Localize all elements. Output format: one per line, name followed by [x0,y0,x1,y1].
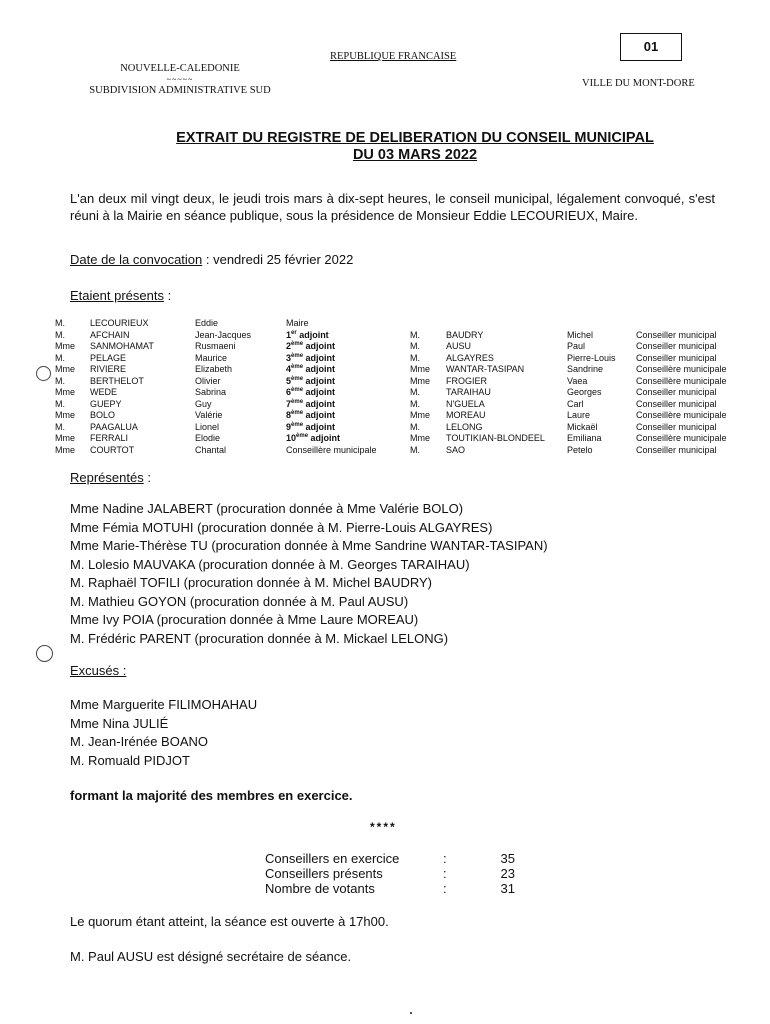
represente-item: Mme Nadine JALABERT (procuration donnée à Mme Valérie BOLO) [70,501,464,516]
fonction-ordinal: ème [291,387,304,393]
fonction-suffix: adjoint [303,387,336,397]
fonction-main: 2 [286,341,292,351]
fonction-suffix: adjoint [303,421,336,432]
member-firstname: Vaea [567,375,588,386]
member-name: COURTOT [90,444,135,455]
member-civilite: Mme [55,444,75,455]
stat-row [265,866,515,881]
member-firstname: Georges [567,387,602,397]
header-ornament: ~~~~~ [166,75,194,84]
represente-item: Mme Fémia MOTUHI (procuration donnée à M. Pierre-Louis ALGAYRES) [70,519,493,535]
member-fonction: Conseiller municipal [636,398,717,409]
representes-label-suffix: : [143,470,151,485]
member-firstname: Laure [567,410,591,420]
member-fonction: Conseillère municipale [636,433,727,443]
member-name: FERRALI [90,433,129,443]
fonction-ordinal: ème [291,421,304,428]
fonction-ordinal: ème [291,410,304,416]
fonction-ordinal: er [291,329,297,336]
stat-colon: : [443,851,447,866]
stat-label: Nombre de votants [265,881,375,896]
member-fonction: Conseillère municipale [636,375,727,386]
stat-row [265,881,515,896]
represente-item: Mme Marie-Thérèse TU (procuration donnée à Mme Sandrine WANTAR-TASIPAN) [70,538,548,553]
stat-value: 23 [500,866,515,881]
presents-left-nom-column [90,318,190,456]
presents-label: Etaient présents [70,288,164,303]
member-name: TARAIHAU [446,387,491,397]
fonction-main: 1 [286,329,292,340]
member-name: BERTHELOT [90,375,144,386]
member-fonction [286,387,396,399]
stats-block [265,851,515,896]
fonction-main: 9 [286,421,292,432]
fonction-ordinal: ème [291,398,304,405]
presents-heading [70,288,171,303]
member-civilite: M. [410,444,420,455]
member-name: ALGAYRES [446,352,494,363]
member-fonction [286,399,396,411]
convocation-line [70,252,353,267]
member-civilite: M. [55,329,65,340]
member-civilite: M. [55,352,65,363]
member-name: LELONG [446,421,483,432]
represente-item: M. Lolesio MAUVAKA (procuration donnée à M. Georges TARAIHAU) [70,556,470,572]
subdivision-name: SUBDIVISION ADMINISTRATIVE SUD [89,85,271,96]
member-firstname: Elizabeth [195,364,233,374]
stat-row [265,851,515,866]
member-civilite: M. [410,341,420,351]
presents-left-prenom-column [195,318,285,456]
fonction-ordinal: ème [291,352,304,359]
member-civilite: M. [55,398,65,409]
fonction-main: 3 [286,352,292,363]
member-name: N'GUELA [446,398,485,409]
fonction-suffix: adjoint [303,341,336,351]
punch-hole-mark [36,366,51,381]
fonction-ordinal: ème [296,433,309,439]
member-name: RIVIERE [90,364,127,374]
page-number-box: 01 [620,33,682,61]
punch-hole-mark [36,645,53,662]
member-civilite: M. [410,329,420,340]
representes-label: Représentés [70,470,144,485]
member-fonction [286,353,396,365]
stat-value: 31 [500,881,515,896]
member-civilite: M. [55,421,65,432]
member-fonction [286,410,396,422]
member-civilite: M. [410,387,420,397]
fonction-suffix: adjoint [303,364,336,374]
member-name: MOREAU [446,410,486,420]
stat-label: Conseillers en exercice [265,851,400,866]
excuses-list [70,696,257,770]
fonction-main: 4 [286,364,292,374]
member-firstname: Emiliana [567,433,602,443]
member-civilite: Mme [55,410,75,420]
member-name: BAUDRY [446,329,484,340]
document-title [60,130,770,164]
member-firstname: Chantal [195,444,227,455]
fonction-suffix: adjoint [303,352,336,363]
excuse-item: M. Jean-Irénée BOANO [70,734,208,749]
member-civilite: Mme [55,387,75,397]
member-civilite: Mme [55,341,75,351]
represente-item: M. Mathieu GOYON (procuration donnée à M. Paul AUSU) [70,593,409,609]
convocation-value: : vendredi 25 février 2022 [202,252,354,267]
member-fonction [286,330,396,342]
majority-statement: formant la majorité des membres en exercice. [70,788,353,803]
excuse-item: M. Romuald PIDJOT [70,752,190,768]
member-name: WEDE [90,387,117,397]
fonction-main: 7 [286,398,292,409]
title-line-2: DU 03 MARS 2022 [352,147,478,163]
fonction-main: Conseillère municipale [286,444,377,455]
convocation-label: Date de la convocation [70,252,203,267]
member-fonction [286,433,396,445]
member-fonction: Conseiller municipal [636,341,717,351]
member-fonction: Conseillère municipale [636,364,727,374]
member-fonction: Conseillère municipale [636,410,727,420]
member-firstname: Michel [567,329,594,340]
fonction-suffix: adjoint [308,433,341,443]
member-name: WANTAR-TASIPAN [446,364,525,374]
member-civilite: Mme [55,364,75,374]
represente-item: M. Frédéric PARENT (procuration donnée à M. Mickael LELONG) [70,630,449,646]
separator-stars: **** [370,820,397,834]
member-name: SAO [446,444,466,455]
secretary-statement: M. Paul AUSU est désigné secrétaire de séance. [70,949,352,964]
member-fonction: Conseiller municipal [636,352,717,363]
presents-left-fonction-column [286,318,396,456]
fonction-suffix: adjoint [303,375,336,386]
republic-name: REPUBLIQUE FRANCAISE [330,51,457,62]
member-name: LECOURIEUX [90,318,149,328]
represente-item: Mme Ivy POIA (procuration donnée à Mme Laure MOREAU) [70,612,419,627]
member-name: SANMOHAMAT [90,341,154,351]
member-firstname: Elodie [195,433,221,443]
member-civilite: M. [410,398,420,409]
member-civilite: M. [55,318,65,328]
member-firstname: Eddie [195,318,219,328]
city-name: VILLE DU MONT-DORE [582,78,695,89]
stat-colon: : [443,866,447,881]
member-firstname: Carl [567,398,584,409]
member-firstname: Paul [567,341,586,351]
represente-item: M. Raphaël TOFILI (procuration donnée à M. Michel BAUDRY) [70,575,432,590]
member-civilite: Mme [55,433,75,443]
member-fonction [286,341,396,353]
fonction-main: Maire [286,318,309,328]
member-fonction: Conseiller municipal [636,421,717,432]
fonction-main: 6 [286,387,292,397]
member-civilite: Mme [410,410,430,420]
presents-right-prenom-column [567,330,635,457]
member-fonction: Conseiller municipal [636,329,717,340]
stat-colon: : [443,881,447,896]
member-civilite: Mme [410,375,430,386]
member-firstname: Valérie [195,410,223,420]
stat-label: Conseillers présents [265,866,383,881]
presents-right-fonction-column [636,330,746,457]
fonction-main: 8 [286,410,292,420]
excuse-item: Mme Marguerite FILIMOHAHAU [70,697,258,712]
member-civilite: M. [55,375,65,386]
fonction-main: 5 [286,375,292,386]
member-firstname: Olivier [195,375,221,386]
fonction-main: 10 [286,433,297,443]
member-name: PELAGE [90,352,127,363]
representes-heading [70,470,151,485]
member-name: TOUTIKIAN-BLONDEEL [446,433,545,443]
member-firstname: Sandrine [567,364,604,374]
member-name: FROGIER [446,375,488,386]
member-firstname: Jean-Jacques [195,329,252,340]
member-name: AFCHAIN [90,329,130,340]
presents-label-suffix: : [163,288,172,303]
excuse-item: Mme Nina JULIÉ [70,715,169,731]
member-firstname: Petelo [567,444,593,455]
territory-name: NOUVELLE-CALEDONIE [120,63,240,74]
member-firstname: Sabrina [195,387,227,397]
header-left [80,62,280,98]
member-fonction: Conseiller municipal [636,387,717,397]
member-fonction: Conseiller municipal [636,444,717,455]
member-civilite: M. [410,352,420,363]
excuses-heading: Excusés : [70,663,127,678]
intro-paragraph: L'an deux mil vingt deux, le jeudi trois mars à dix-sept heures, le conseil municipal, légalement convoqué, s'est réuni à la Mairie en séance publique, sous la présidence de Monsieur Eddie LECOURIEUX, Maire. [70,191,715,223]
fonction-ordinal: ème [291,375,304,382]
member-firstname: Rusmaeni [195,341,236,351]
scan-dot [410,1012,412,1014]
member-firstname: Pierre-Louis [567,352,616,363]
member-fonction [286,318,396,330]
fonction-ordinal: ème [291,364,304,370]
presents-right-nom-column [446,330,566,457]
member-fonction [286,422,396,434]
member-civilite: M. [410,421,420,432]
member-firstname: Maurice [195,352,228,363]
fonction-ordinal: ème [291,341,304,347]
member-fonction [286,376,396,388]
fonction-suffix: adjoint [296,329,329,340]
member-firstname: Lionel [195,421,220,432]
quorum-statement: Le quorum étant atteint, la séance est ouverte à 17h00. [70,914,389,929]
member-fonction [286,364,396,376]
member-name: GUEPY [90,398,122,409]
member-civilite: Mme [410,364,430,374]
member-fonction [286,445,396,457]
presents-right-civilite-column [410,330,445,457]
fonction-suffix: adjoint [303,398,336,409]
member-civilite: Mme [410,433,430,443]
stat-value: 35 [500,851,515,866]
member-name: BOLO [90,410,116,420]
representes-list [70,500,548,648]
member-firstname: Guy [195,398,212,409]
member-firstname: Mickaël [567,421,598,432]
member-name: PAAGALUA [90,421,138,432]
title-line-1: EXTRAIT DU REGISTRE DE DELIBERATION DU CONSEIL MUNICIPAL [176,130,654,146]
member-name: AUSU [446,341,472,351]
fonction-suffix: adjoint [303,410,336,420]
